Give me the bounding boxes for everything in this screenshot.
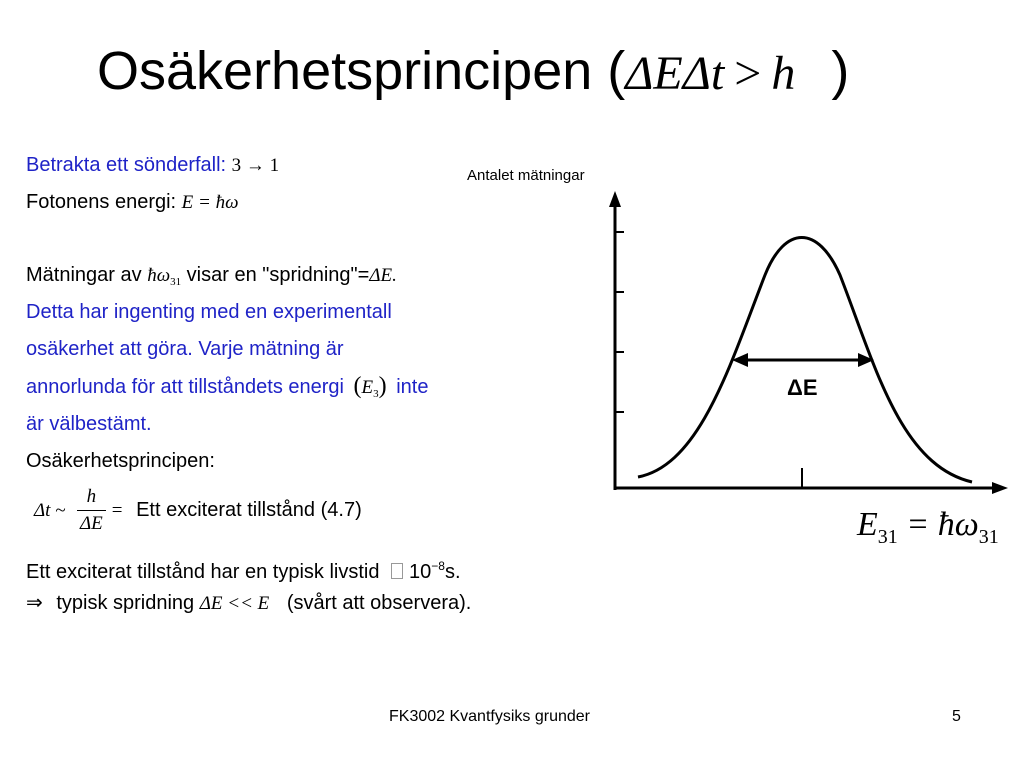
- line-spread: ⇒ typisk spridning ΔE << E (svårt att observera).: [26, 592, 472, 614]
- line-osakerhet: osäkerhet att göra. Varje mätning är: [26, 338, 344, 360]
- title-text: Osäkerhetsprincipen (: [97, 41, 626, 101]
- page-number: 5: [952, 708, 961, 725]
- line-decay: Betrakta ett sönderfall: 3 → 1: [26, 154, 280, 176]
- y-axis-arrow: [609, 191, 621, 207]
- missing-glyph-icon: [391, 563, 403, 579]
- title-formula: ΔEΔt > h: [625, 47, 796, 100]
- slide-title: [97, 38, 849, 107]
- line-uncertainty-formula: Δt ~ $\frac{h}{\Delta E}$ = Ett exciterat tillstånd (4.7): [34, 486, 362, 534]
- spread-chart: [600, 185, 1020, 515]
- line-photon-energy: Fotonens energi: E = ħω: [26, 191, 239, 213]
- implies-icon: ⇒: [26, 592, 43, 614]
- width-arrow-right-head: [858, 353, 874, 367]
- line-detta: Detta har ingenting med en experimentall: [26, 301, 392, 323]
- line-annorlunda: annorlunda för att tillståndets energi $(E_3)$ inte: [26, 373, 429, 400]
- line-lifetime: Ett exciterat tillstånd har en typisk livstid $10^{-8}s$.: [26, 559, 461, 583]
- width-label: ΔE: [787, 375, 818, 400]
- title-close: ): [831, 41, 850, 101]
- line-measurements: Mätningar av $ħ\omega_{31}$ visar en "spridning"=ΔE.: [26, 264, 397, 288]
- line-valbestamt: är välbestämt.: [26, 413, 152, 435]
- x-axis-arrow: [992, 482, 1008, 494]
- energy-formula: $E_{31}$ = $ħ\omega_{31}$: [857, 506, 999, 548]
- footer-course: FK3002 Kvantfysiks grunder: [389, 708, 590, 725]
- chart-ylabel: Antalet mätningar: [467, 167, 585, 184]
- line-principle-heading: Osäkerhetsprincipen:: [26, 450, 215, 472]
